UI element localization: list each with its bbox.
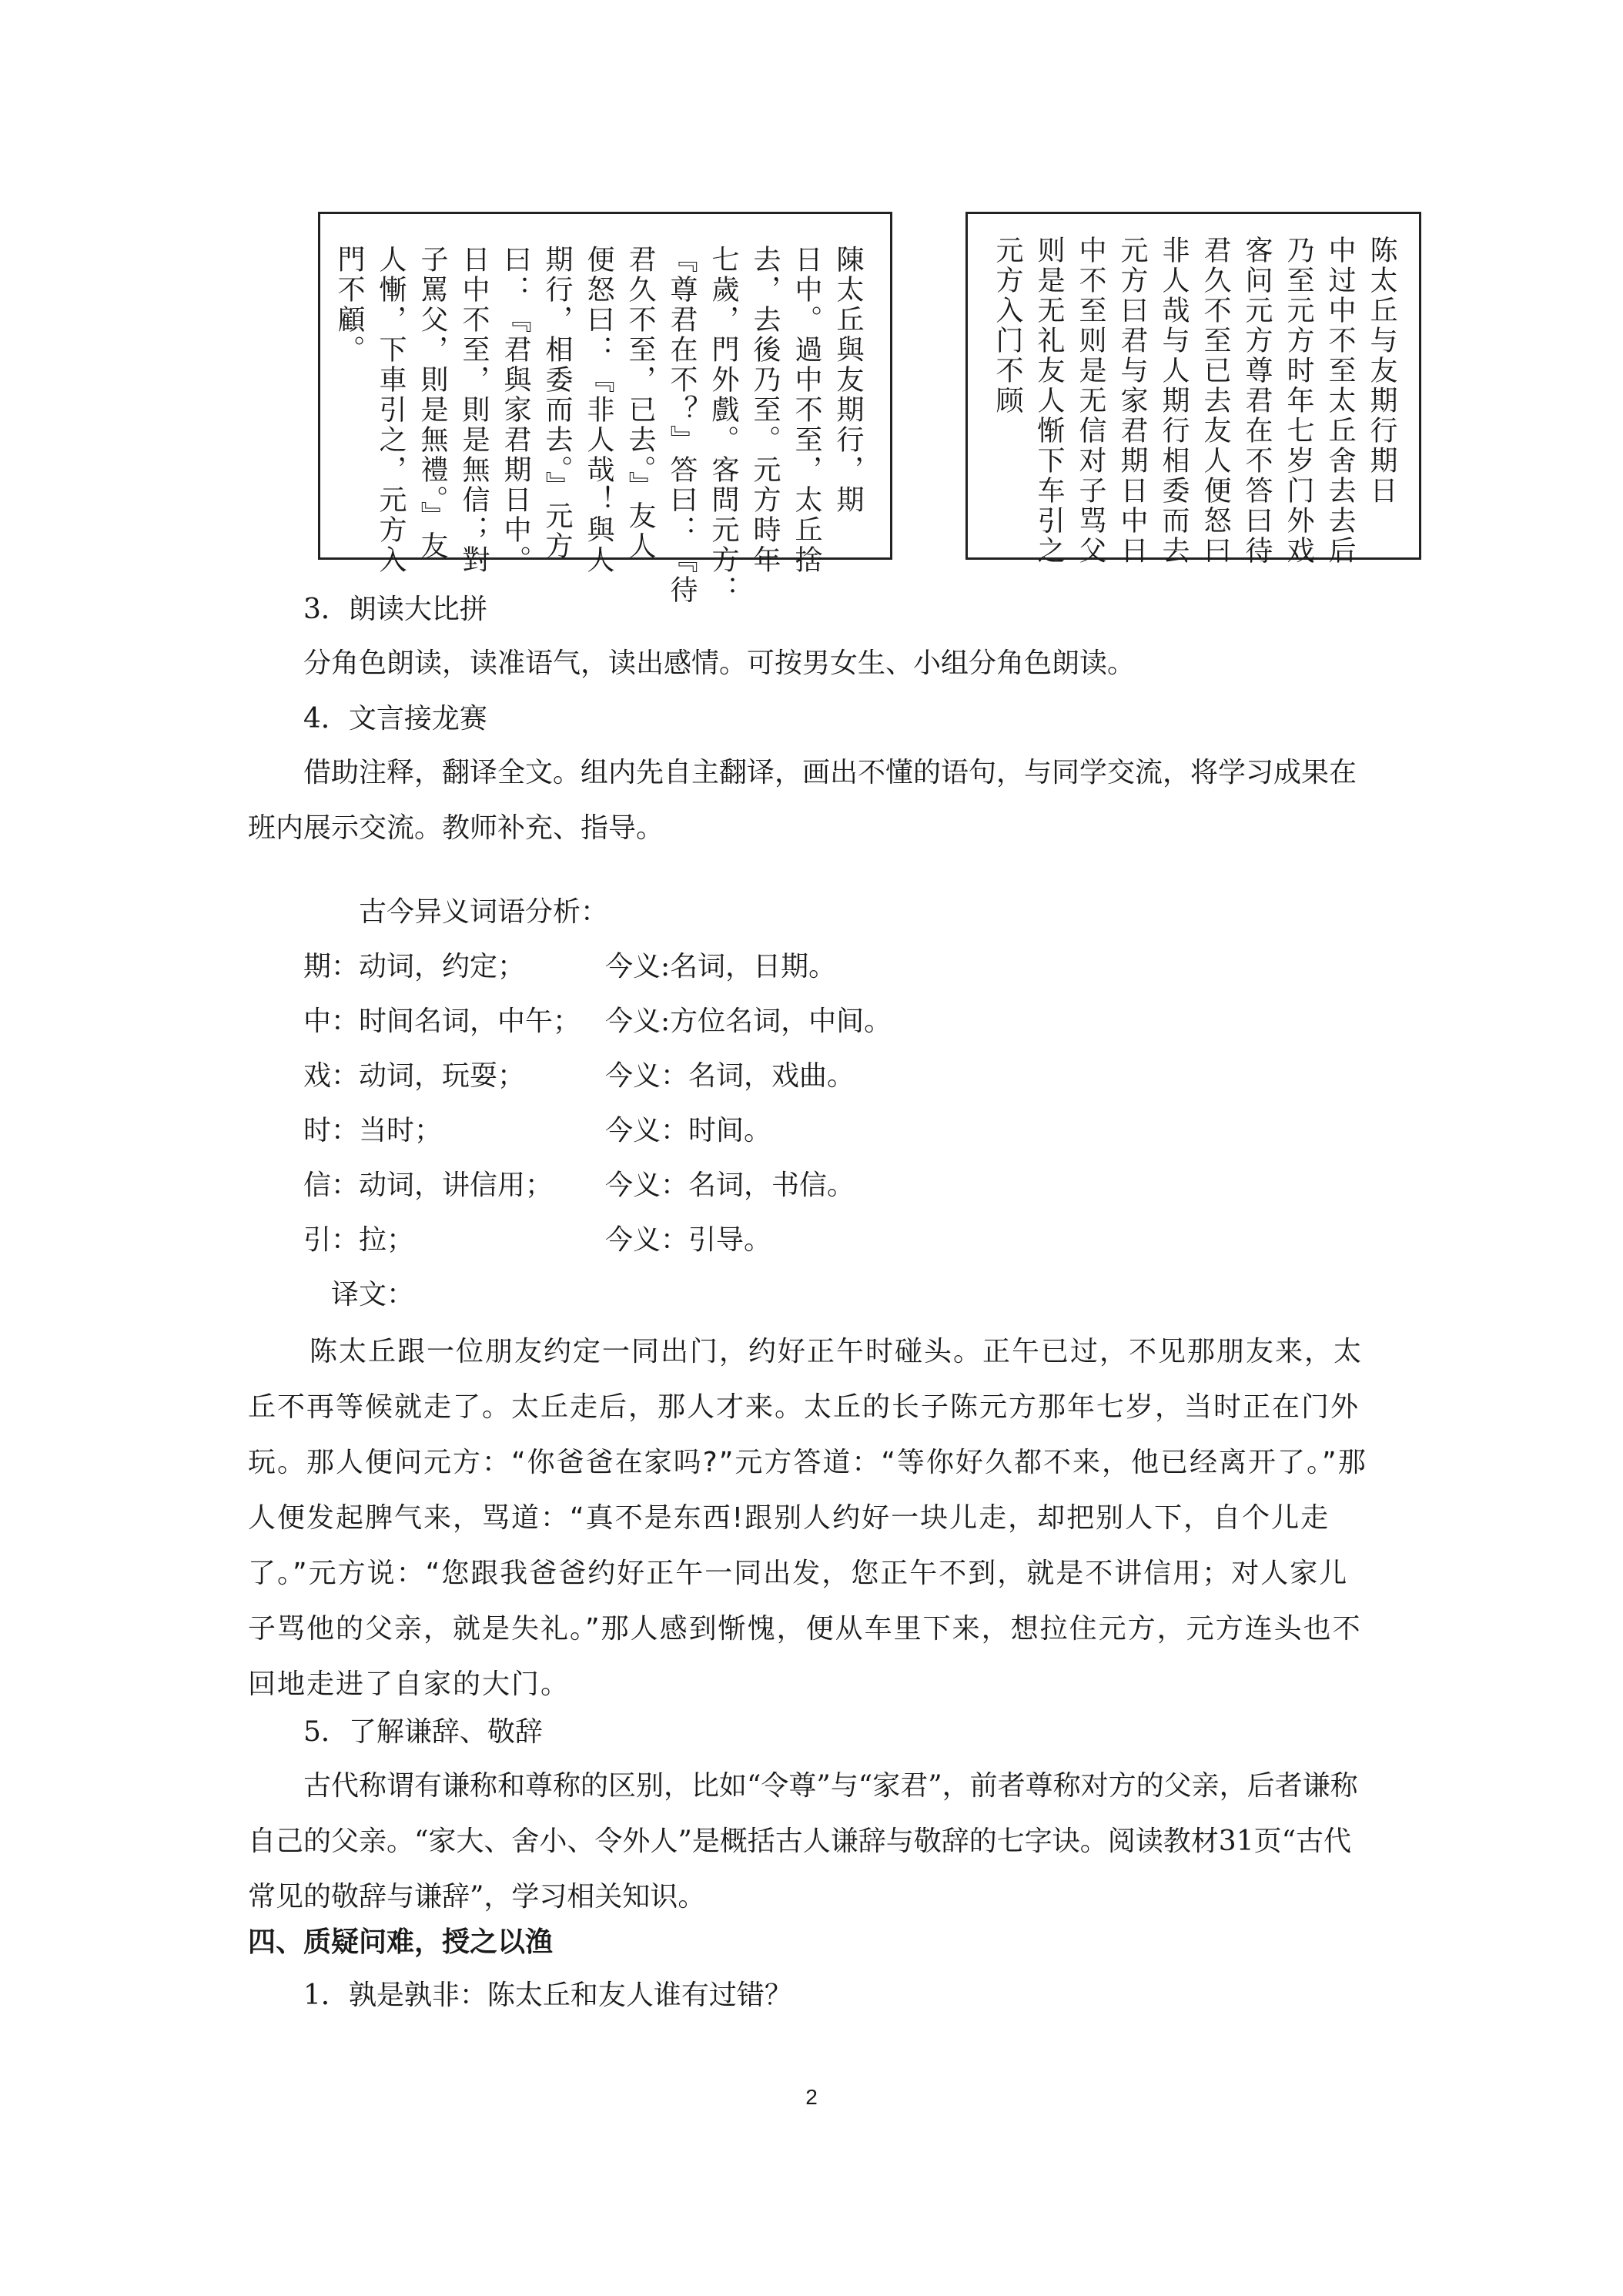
gujin-row-old: 时：当时； bbox=[303, 1115, 443, 1146]
section-5-title: 5．了解谦辞、敬辞 bbox=[303, 1716, 543, 1748]
gujin-row-new: 今义:名词，日期。 bbox=[605, 951, 837, 982]
section-5-body: 古代称谓有谦称和尊称的区别，比如“令尊”与“家君”，前者尊称对方的父亲，后者谦称自己的父亲。“家大、舍小、令外人”是概括古人谦辞与敬辞的七字诀。阅读教材31页“古代常见的敬辞与谦辞”，学习相关知识。 bbox=[248, 1770, 1358, 1913]
gujin-row-old: 信：动词，讲信用； bbox=[303, 1170, 554, 1201]
section-4-title: 4．文言接龙赛 bbox=[303, 703, 487, 735]
translation-body: 陈太丘跟一位朋友约定一同出门，约好正午时碰头。正午已过，不见那朋友来，太丘不再等候就走了。太丘走后，那人才来。太丘的长子陈元方那年七岁，当时正在门外玩。那人便问元方：“你爸爸在家吗?”元方答道：“等你好久都不来，他已经离开了。”那人便发起脾气来，骂道：“真不是东西!跟别人约好一块儿走，却把别人下，自个儿走了。”元方说：“您跟我爸爸约好正午一同出发，您正午不到，就是不讲信用；对人家儿子骂他的父亲，就是失礼。”那人感到惭愧，便从车里下来，想拉住元方，元方连头也不回地走进了自家的大门。 bbox=[248, 1336, 1367, 1700]
section-3-title: 3．朗读大比拼 bbox=[303, 594, 487, 625]
section-4-body: 借助注释，翻译全文。组内先自主翻译，画出不懂的语句，与同学交流，将学习成果在班内展示交流。教师补充、指导。 bbox=[248, 757, 1357, 844]
simplified-text: 陈太丘与友期行期日 中过中不至太丘舍去去后 乃至元方时年七岁门外戏 客问元方尊君在不答曰待 君久不至已去友人便怒曰 非人哉与人期行相委而去 元方曰君与家君期日中日 中不至则是无信对子骂父 则是无礼友人惭下车引之 元方入门不顾 bbox=[992, 236, 1397, 566]
gujin-row-new: 今义：名词，戏曲。 bbox=[605, 1060, 855, 1092]
section-3-body: 分角色朗读，读准语气，读出感情。可按男女生、小组分角色朗读。 bbox=[303, 648, 1136, 679]
simplified-text-box bbox=[965, 212, 1421, 566]
gujin-row-old: 中：时间名词，中午； bbox=[303, 1006, 581, 1037]
translation-title: 译文： bbox=[331, 1279, 415, 1310]
gujin-title: 古今异义词语分析： bbox=[359, 896, 609, 928]
gujin-row-new: 今义:方位名词，中间。 bbox=[605, 1006, 892, 1037]
gujin-row-old: 戏：动词，玩耍； bbox=[303, 1060, 526, 1092]
gujin-row-new: 今义：时间。 bbox=[605, 1115, 772, 1146]
page-number: 2 bbox=[805, 2085, 818, 2109]
gujin-row-old: 期：动词，约定； bbox=[303, 951, 526, 982]
gujin-row-new: 今义：名词，书信。 bbox=[605, 1170, 855, 1201]
question-1: 1．孰是孰非：陈太丘和友人谁有过错？ bbox=[303, 1980, 792, 2011]
gujin-row-new: 今义：引导。 bbox=[605, 1224, 772, 1256]
part-4-heading: 四、质疑问难，授之以渔 bbox=[248, 1926, 554, 1958]
classical-text: 陳太丘與友期行，期 日中。過中不至，太丘捨 去，去後乃至。元方時年 七歲，門外戲。客問元方： 『尊君在不？』答曰：『待 君久不至，已去。』友人 便怒曰：『非人哉！與人 期行，相委而去。』元方 曰：『君與家君期日中。 日中不至，則是無信；對 子罵父，則是無禮。』友 人慚，下車引之，元方入 門不顧。 bbox=[333, 245, 864, 605]
gujin-row-old: 引：拉； bbox=[303, 1224, 415, 1256]
classical-text-box bbox=[318, 212, 892, 605]
